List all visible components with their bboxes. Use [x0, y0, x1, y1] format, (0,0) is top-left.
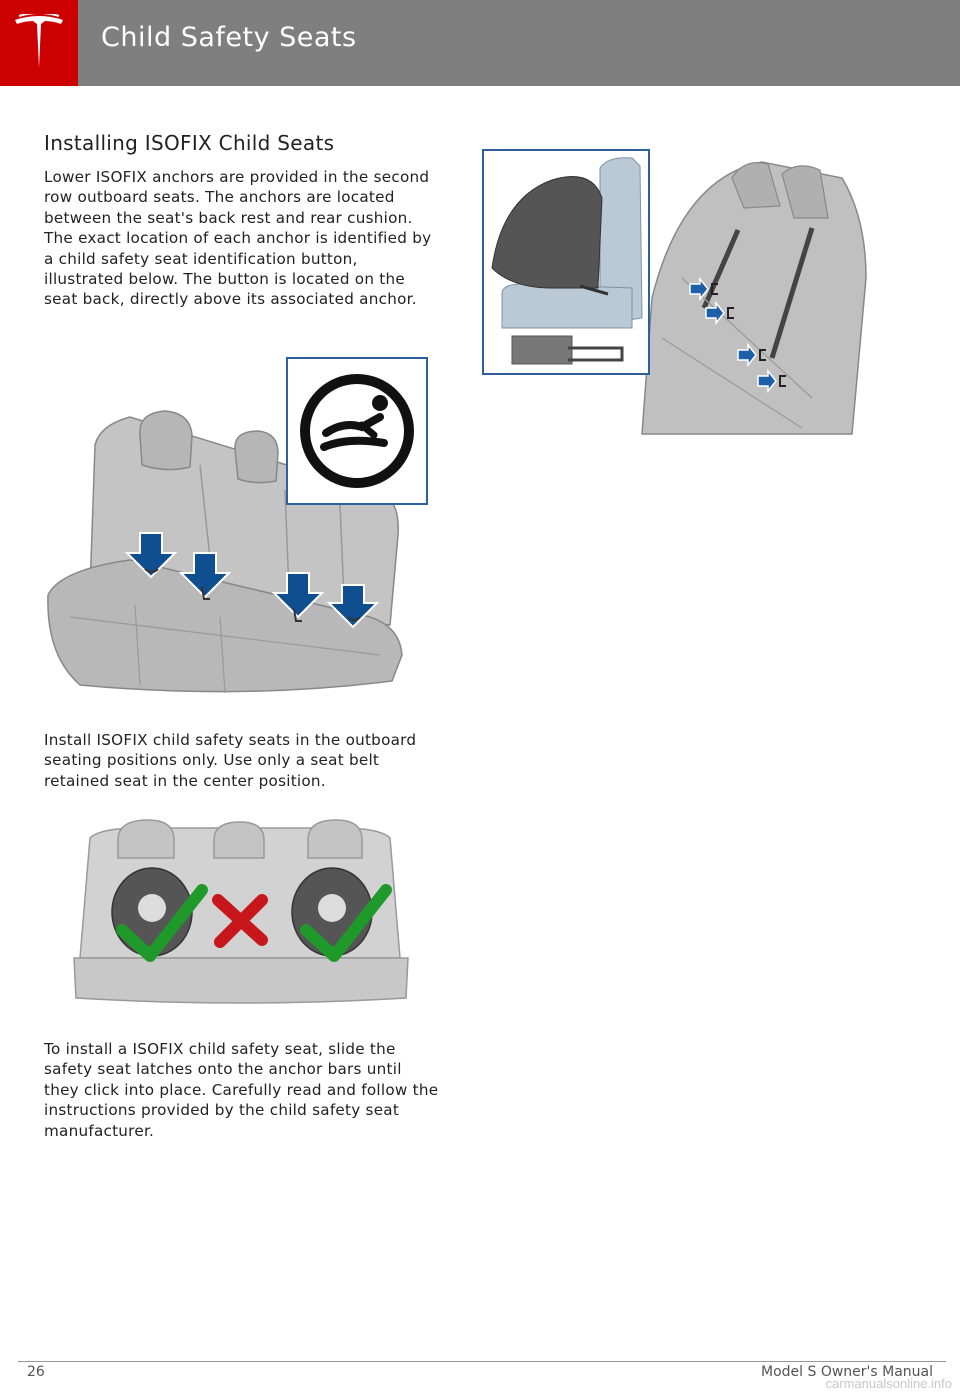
- tesla-logo: [0, 0, 78, 86]
- tesla-logo-icon: [13, 14, 65, 70]
- section-heading: Installing ISOFIX Child Seats: [44, 131, 335, 155]
- paragraph-anchors: Lower ISOFIX anchors are provided in the second row outboard seats. The anchors are located between the seat's back rest and rear cushion. The exact location of each anchor is identified by a child safety seat identification button, illustrated below. The button is located on the seat back, directly above its associated anchor.: [44, 168, 432, 309]
- manual-title: Model S Owner's Manual: [761, 1364, 933, 1380]
- page-title: Child Safety Seats: [101, 22, 357, 53]
- watermark: carmanualsonline.info: [825, 1376, 952, 1391]
- isofix-button-inset: [286, 357, 428, 505]
- page-number: 26: [27, 1364, 45, 1380]
- page-header: [0, 0, 960, 86]
- anchor-bars-figure: [482, 138, 870, 440]
- isofix-child-seat-icon: [288, 359, 426, 503]
- paragraph-positions: Install ISOFIX child safety seats in the outboard seating positions only. Use only a seat belt retained seat in the center position.: [44, 731, 417, 790]
- seat-positions-figure: [70, 818, 412, 1008]
- footer-divider: [18, 1361, 946, 1362]
- paragraph-install: To install a ISOFIX child safety seat, slide the safety seat latches onto the anchor bars until they click into place. Carefully read and follow the instructions provided by the child safety seat manufacturer.: [44, 1040, 439, 1140]
